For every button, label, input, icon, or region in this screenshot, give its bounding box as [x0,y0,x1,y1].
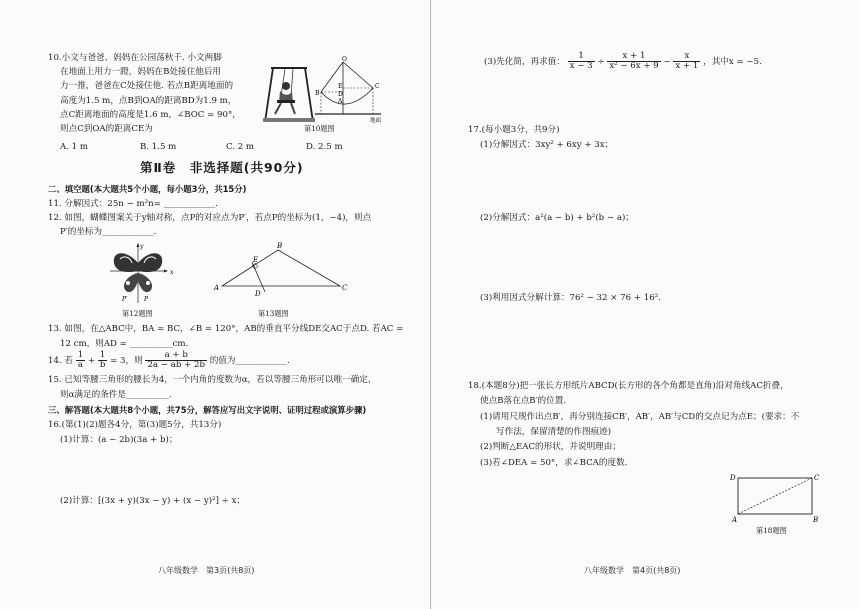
q11-text: 11. 分解因式：25n − m²n= ____________. [48,199,218,209]
q10-option-a: A. 1 m [60,142,89,152]
q14-fraction-1 [76,351,85,370]
q10-figure-caption: 第10题图 [304,124,335,133]
fig18-label-c: C [814,474,820,482]
q16-3-f3-den: x + 1 [675,61,699,72]
q18-line-6: (3)若∠DEA = 50°，求∠BCA的度数. [480,458,628,468]
section2-heading: 二、填空题(本大题共5个小题，每小题3分，共15分) [48,184,247,194]
q14-plus: + [87,356,96,367]
fig18-caption: 第18题图 [756,526,787,535]
q10-line-6: 则点C到OA的距离CE为 [60,124,153,134]
left-page-footer: 八年级数学 第3页(共8页) [158,566,255,575]
q16-3-minus: − [663,57,671,68]
q17-part3: (3)利用因式分解计算：76² − 32 × 76 + 16². [480,293,661,303]
q16-3-prefix: (3)先化简，再求值： [484,57,565,68]
q16-3-divide: ÷ [597,57,605,68]
fig18-label-d: D [730,474,736,482]
q15-line-2: 则α满足的条件是__________. [60,390,172,400]
q16-3-suffix: ，其中x = −5. [703,57,762,68]
q13-line-2: 12 cm，则AD = __________cm. [60,339,189,349]
right-page-footer: 八年级数学 第4页(共8页) [584,566,681,575]
q12-line-1: 12. 如图，蝴蝶图案关于y轴对称，点P的对应点为P′，若点P的坐标为(1，−4)，则点 [48,213,372,223]
q14-f2-num: 1 [98,351,108,361]
q18-line-3: (1)请用尺规作出点B′，再分别连接CB′，AB′，AB′与CD的交点记为点E；(要求：不 [480,412,800,422]
q16-3-fraction-2 [607,52,660,71]
q10-line-4: 高度为1.5 m，点B到OA的距离BD为1.9 m， [60,96,237,106]
fig12-caption: 第12题图 [122,309,153,318]
q16-3-f2-num: x + 1 [607,52,660,62]
q16-3-f1-num: 1 [568,52,595,62]
fig18-label-b: B [813,516,819,524]
fig13-label-a: A [214,284,220,292]
fig12-label-p: P [144,296,149,303]
part2-title: 第Ⅱ卷 非选择题(共90分) [140,160,304,175]
section3-heading: 三、解答题(本大题共8个小题，共75分，解答应写出文字说明、证明过程或演算步骤) [48,405,367,415]
q14-f1-den: a [77,360,84,371]
q14-text [48,351,290,370]
fig13-label-d: D [255,290,261,298]
q16-part2: (2)计算：[(3x + y)(3x − y) + (x − y)²] ÷ x； [60,496,246,506]
rectangle-fig18 [730,472,820,522]
q16-3-f1-den: x − 3 [569,61,593,72]
q17-part2: (2)分解因式：a²(a − b) + b²(b − a)； [480,213,634,223]
q14-fraction-2 [98,351,108,370]
q16-3-f2-den: x² − 6x + 9 [609,61,659,72]
q16-3-fraction-1 [568,52,595,71]
q16-3-f3-num: x [673,52,700,62]
q18-line-4: 写作法，保留清楚的作图痕迹) [496,427,612,437]
q10-label-c: C [375,83,380,90]
fig13-caption: 第13题图 [258,309,289,318]
q14-f3-den: 2a − ab + 2b [147,360,205,371]
q12-line-2: P′的坐标为____________. [60,227,157,237]
q16-part3 [484,52,762,71]
q10-label-e: E [338,83,343,90]
fig13-label-b: B [277,242,283,250]
q14-f1-num: 1 [77,350,84,360]
q14-fraction-3 [145,351,207,370]
fig13-label-c: C [342,284,348,292]
q10-option-c: C. 2 m [226,142,255,152]
q10-line-5: 点C距离地面的高度是1.6 m，∠BOC = 90°， [60,110,241,120]
q14-f3-num: a + b [145,351,207,361]
q18-line-1: 18.(本题8分)把一张长方形纸片ABCD(长方形的各个角都是直角)沿对角线AC折叠， [468,381,789,391]
q18-line-5: (2)判断△EAC的形状，并说明理由； [480,442,621,452]
q10-line-2: 在地面上用力一蹬，妈妈在B处接住他后用 [60,67,222,77]
q14-mid: = 3，则 [110,356,143,367]
q10-option-d: D. 2.5 m [306,142,343,152]
q10-line-3: 力一推，爸爸在C处接住他. 若点B距离地面的 [60,81,234,91]
q14-f2-den: b [99,360,106,371]
q14-suffix: 的值为____________. [209,356,290,367]
q10-line-1: 10.小文与爸爸、妈妈在公园荡秋千. 小文两脚 [48,53,222,63]
q13-line-1: 13. 如图，在△ABC中，BA = BC，∠B = 120°，AB的垂直平分线DE交AC于点D. 若AC = [48,324,404,334]
q17-heading: 17.(每小题3分，共9分) [468,125,560,135]
q15-line-1: 15. 已知等腰三角形的腰长为4，一个内角的度数为α，若以等腰三角形可以唯一确定， [48,375,377,385]
fig12-label-p-prime: P′ [122,296,128,303]
q10-label-a: A [338,98,343,105]
q10-label-ground: 地面 [370,118,382,124]
fig12-label-x: x [170,269,174,276]
fig12-label-y: y [140,243,144,250]
q10-option-b: B. 1.5 m [140,142,177,152]
q16-part1: (1)计算：(a − 2b)(3a + b)； [60,435,178,445]
fig13-label-e: E [253,256,259,264]
q10-label-o: O [342,56,347,63]
fig18-label-a: A [732,516,738,524]
q17-part1: (1)分解因式：3xy² + 6xy + 3x； [480,140,614,150]
triangle-fig13 [210,244,350,300]
q16-3-fraction-3 [673,52,700,71]
q10-label-d: D [338,91,343,98]
q10-label-b: B [315,90,320,97]
q10-geometry-figure [315,56,385,124]
q14-prefix: 14. 若 [48,356,73,367]
butterfly-figure [108,243,176,305]
q18-line-2: 使点B落在点B′的位置. [480,396,567,406]
page-divider [430,0,431,609]
swing-illustration [263,66,315,124]
q16-heading: 16.(第(1)(2)题各4分，第(3)题5分，共13分) [48,420,222,430]
